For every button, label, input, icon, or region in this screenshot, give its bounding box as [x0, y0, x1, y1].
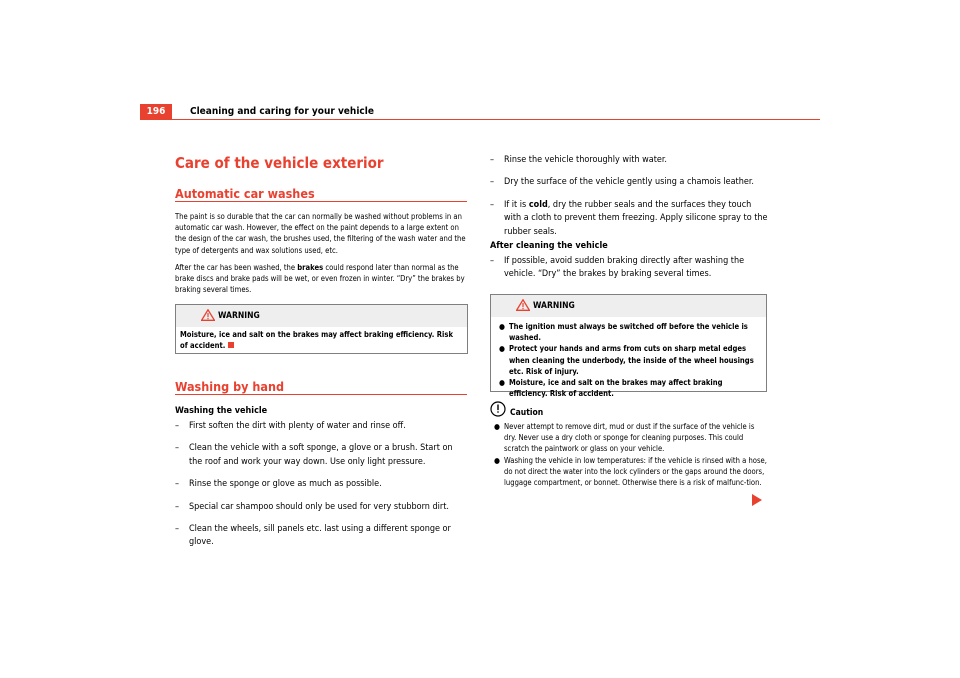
dash: –	[175, 524, 180, 535]
next-page-arrow-icon	[752, 494, 762, 506]
bullet: ●	[494, 455, 500, 465]
list-item: ● Never attempt to remove dirt, mud or dust if the surface of the vehicle is dry. Never use a dry cloth or sponge for cleaning purposes. This could scratch the paintwork or glass on your vehicle.	[494, 422, 755, 454]
dash: –	[490, 177, 495, 188]
section-rule-by-hand	[175, 394, 467, 395]
warning-label: WARNING	[218, 311, 260, 321]
bullet: ●	[499, 344, 505, 354]
list-item: – Special car shampoo should only be used for very stubborn dirt.	[175, 501, 468, 514]
para2-text-b: could respond later than normal as the brake discs and brake pads will be wet, or even frozen in winter. “Dry” the brakes by braking several times.	[175, 263, 465, 295]
list-item: ● Washing the vehicle in low temperatures: if the vehicle is rinsed with a hose, do not direct the water into the lock cylinders or the gaps around the doors, luggage compartment, or bonnet. Otherwise there is a risk of malfunc-tion.	[494, 455, 767, 488]
warning-triangle-icon	[516, 299, 530, 311]
warning-box-washing	[490, 294, 767, 399]
list-item: ● The ignition must always be switched off before the vehicle is washed.	[499, 322, 748, 343]
caution-exclamation-icon	[490, 401, 506, 417]
warning-box-automatic	[175, 304, 468, 354]
end-of-section-icon	[228, 342, 234, 348]
dash: –	[490, 256, 495, 266]
list-item: – If possible, avoid sudden braking directly after washing the vehicle. “Dry” the brakes by braking several times.	[490, 256, 745, 280]
caution-label: Caution	[510, 408, 544, 418]
warning-header	[491, 295, 766, 317]
para2-text-a: After the car has been washed, the	[175, 263, 298, 272]
warning-triangle-icon	[201, 309, 215, 321]
list-item: – Dry the surface of the vehicle gently using a chamois leather.	[490, 176, 768, 189]
bullet: ●	[499, 378, 505, 388]
list-item: – Rinse the vehicle thoroughly with water.	[490, 154, 768, 167]
section-title-by-hand: Washing by hand	[175, 379, 285, 394]
warning-label: WARNING	[533, 301, 575, 311]
bullet: ●	[499, 322, 505, 331]
dash: –	[175, 443, 180, 454]
after-cleaning-step	[490, 255, 768, 291]
dash: –	[490, 199, 495, 210]
warning-header	[176, 305, 467, 327]
dash: –	[175, 501, 180, 512]
para2-bold-brakes: brakes	[297, 263, 324, 272]
header-title: Cleaning and caring for your vehicle	[190, 106, 374, 117]
subheading-after-cleaning: After cleaning the vehicle	[490, 241, 608, 251]
list-item: – If it is cold, dry the rubber seals and the surfaces they touch with a cloth to prevent them freezing. Apply silicone spray to the rubber seals.	[490, 199, 768, 237]
list-item: – Clean the vehicle with a soft sponge, a glove or a brush. Start on the roof and work your way down. Use only light pressure.	[175, 443, 453, 467]
bullet: ●	[494, 422, 500, 431]
dash: –	[175, 421, 180, 431]
warning-text: Moisture, ice and salt on the brakes may affect braking efficiency. Risk of accident.	[180, 330, 453, 351]
section-rule-automatic	[175, 201, 467, 202]
dash: –	[490, 155, 495, 165]
warning-body	[176, 327, 467, 354]
list-item: – First soften the dirt with plenty of water and rinse off.	[175, 420, 468, 433]
warning-body	[491, 317, 766, 402]
page-title: Care of the vehicle exterior	[175, 154, 384, 172]
right-steps-list	[490, 154, 768, 248]
section-title-automatic: Automatic car washes	[175, 186, 315, 201]
list-item: – Clean the wheels, sill panels etc. last using a different sponge or glove.	[175, 524, 451, 548]
dash: –	[175, 479, 180, 490]
list-item: ● Moisture, ice and salt on the brakes may affect braking efficiency. Risk of accident.	[499, 378, 723, 399]
automatic-paragraph-2	[175, 262, 467, 296]
page-number: 196	[140, 104, 172, 120]
washing-steps-list	[175, 420, 468, 559]
list-item: ● Protect your hands and arms from cuts on sharp metal edges when cleaning the underbody, the inside of the wheel housings etc. Risk of injury.	[499, 344, 754, 376]
list-item: – Rinse the sponge or glove as much as possible.	[175, 478, 468, 491]
subheading-washing-vehicle: Washing the vehicle	[175, 406, 268, 416]
caution-body	[490, 421, 768, 488]
header-rule	[140, 119, 820, 120]
automatic-paragraph-1: The paint is so durable that the car can normally be washed without problems in an automatic car wash. However, the effect on the paint depends to a large extent on the design of the car wash, the brushes used, the filtering of the wash water and the type of detergents and wax solutions used, etc.	[175, 212, 466, 255]
